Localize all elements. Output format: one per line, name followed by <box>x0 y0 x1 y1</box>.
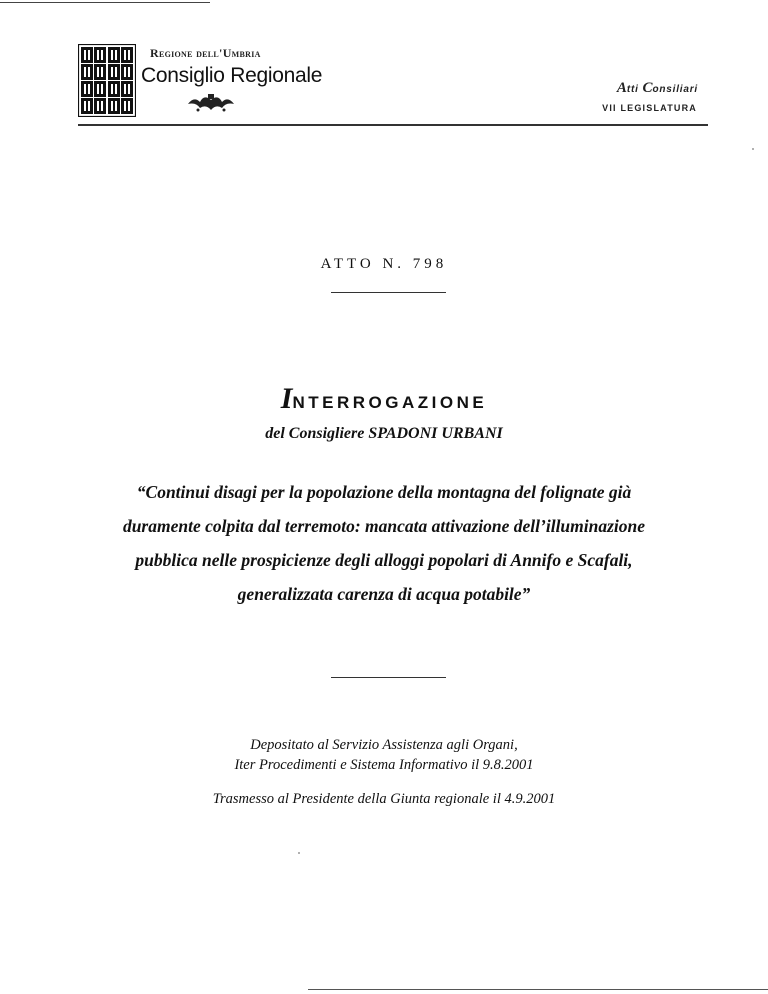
councillor-subtitle: del Consigliere SPADONI URBANI <box>265 425 503 442</box>
atti-second-rest: onsiliari <box>652 84 698 95</box>
scan-edge-line <box>0 2 210 3</box>
council-name: Consiglio Regionale <box>141 64 323 87</box>
header-divider <box>78 124 708 126</box>
title-initial: I <box>280 382 293 415</box>
subject-line: generalizzata carenza di acqua potabile” <box>237 584 531 604</box>
interrogation-subject <box>90 475 678 611</box>
subject-line: “Continui disagi per la popolazione della montagna del folignate già <box>136 482 632 502</box>
atti-second-cap: C <box>642 80 653 96</box>
transmission-note: Trasmesso al Presidente della Giunta regionale il 4.9.2001 <box>212 791 556 807</box>
council-logo-icon <box>78 44 136 117</box>
legislatura-label: VII LEGISLATURA <box>602 103 697 113</box>
subject-line: duramente colpita dal terremoto: mancata attivazione dell’illuminazione <box>122 516 646 536</box>
subject-divider <box>331 677 446 678</box>
atti-first-rest: tti <box>626 84 639 95</box>
atti-first-cap: A <box>616 80 627 96</box>
subject-line: pubblica nelle prospicienze degli alloggi popolari di Annifo e Scafali, <box>135 550 633 570</box>
atti-consiliari-label <box>617 80 698 97</box>
deposit-line: Iter Procedimenti e Sistema Informativo il 9.8.2001 <box>234 757 534 773</box>
act-number: ATTO N. 798 <box>320 256 448 272</box>
document-title <box>0 382 768 416</box>
title-rest: NTERROGAZIONE <box>292 393 488 412</box>
scan-speck <box>298 852 300 854</box>
region-name: Regione dell'Umbria <box>150 46 261 60</box>
scan-speck <box>752 148 754 150</box>
act-number-divider <box>331 292 446 293</box>
scan-edge-line <box>308 989 768 990</box>
deposit-note <box>0 735 768 775</box>
regional-emblem-icon <box>186 92 236 114</box>
deposit-line: Depositato al Servizio Assistenza agli Organi, <box>250 737 518 753</box>
